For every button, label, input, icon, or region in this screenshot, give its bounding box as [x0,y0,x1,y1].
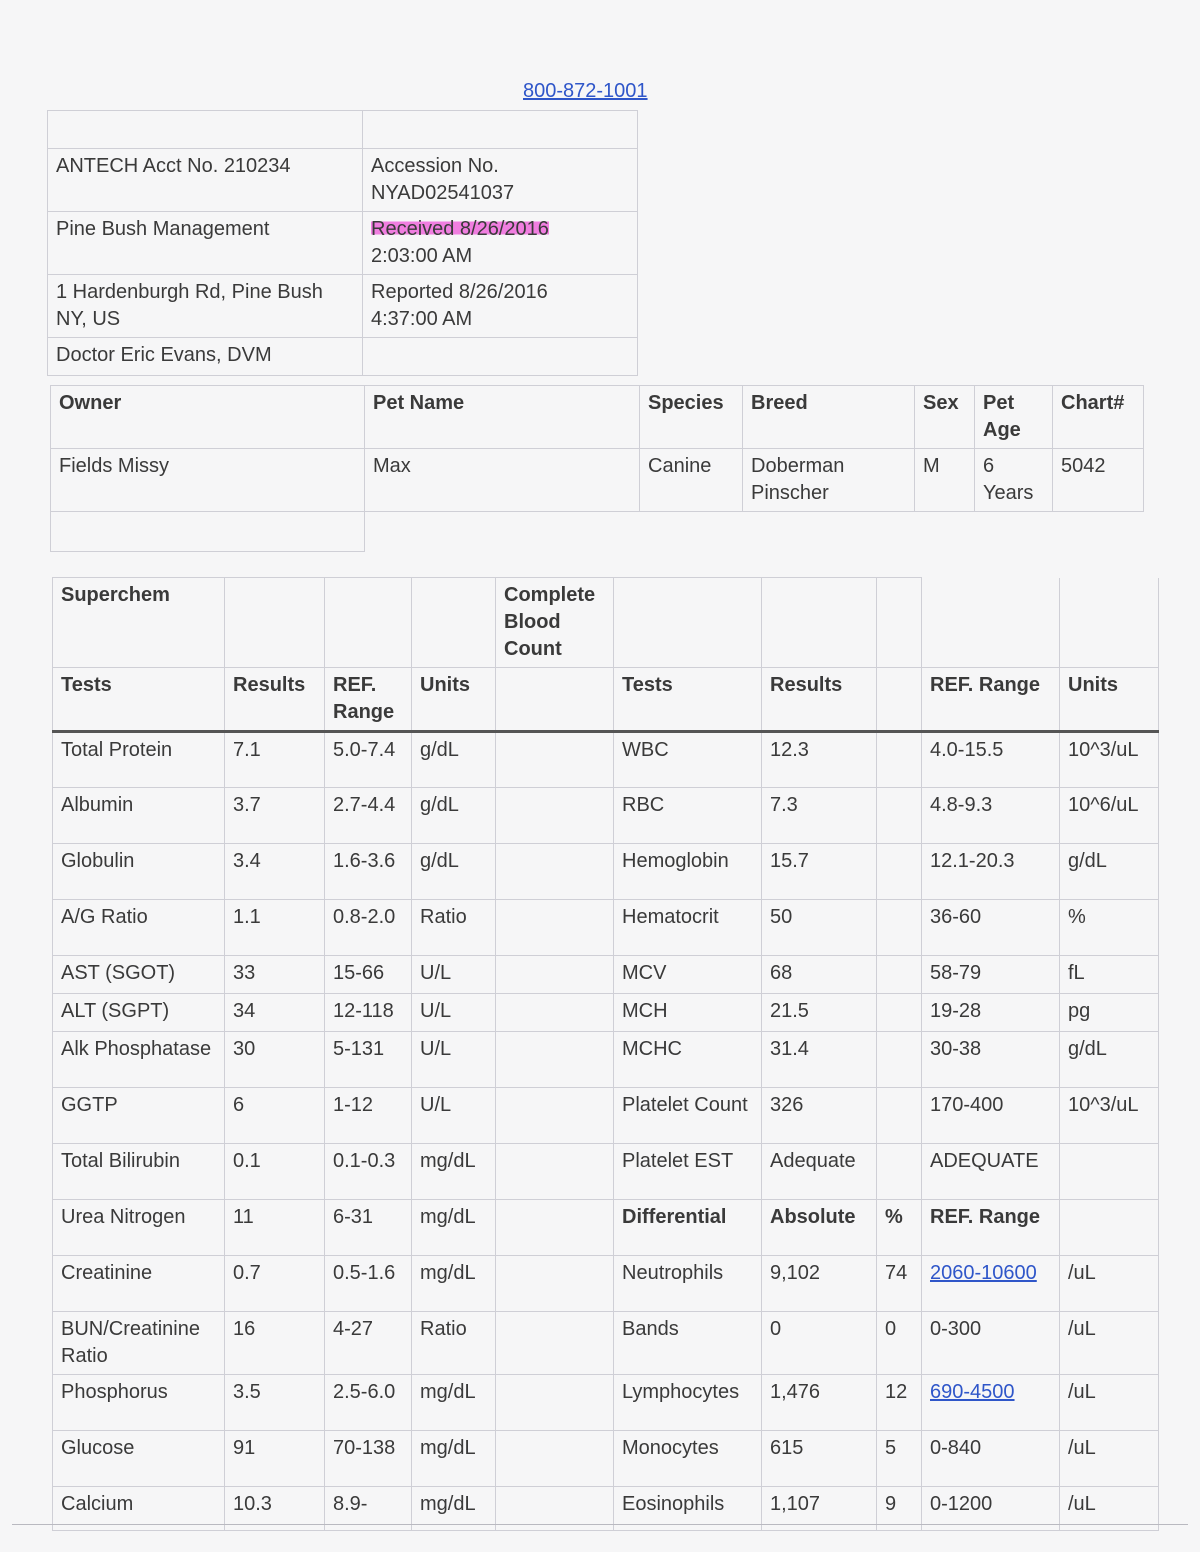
cbc-range: 170-400 [922,1088,1060,1144]
cbc-range: 36-60 [922,900,1060,956]
breed-label: Breed [743,386,915,449]
superchem-test: ALT (SGPT) [53,994,225,1032]
superchem-test: Globulin [53,844,225,900]
superchem-result: 33 [225,956,325,994]
cbc-range: 4.8-9.3 [922,788,1060,844]
differential-units: /uL [1060,1375,1159,1431]
page-bottom-divider [12,1524,1188,1525]
superchem-result: 1.1 [225,900,325,956]
superchem-range: 4-27 [325,1312,412,1375]
superchem-units: mg/dL [412,1487,496,1531]
differential-absolute: 615 [762,1431,877,1487]
cbc-result: 12.3 [762,732,877,788]
superchem-test: Urea Nitrogen [53,1200,225,1256]
superchem-header-tests: Tests [53,668,225,732]
superchem-test: AST (SGOT) [53,956,225,994]
age-value: 6 Years [975,449,1053,512]
differential-test: Monocytes [614,1431,762,1487]
superchem-test: A/G Ratio [53,900,225,956]
reference-range-link[interactable]: 2060-10600 [922,1256,1060,1312]
cbc-result: 326 [762,1088,877,1144]
reported-time: 4:37:00 AM [371,308,473,330]
phone-link[interactable]: 800-872-1001 [523,80,648,102]
pet-name-label: Pet Name [365,386,640,449]
cbc-range: 58-79 [922,956,1060,994]
superchem-header-results: Results [225,668,325,732]
differential-percent: 9 [877,1487,922,1531]
superchem-result: 91 [225,1431,325,1487]
differential-header-percent: % [877,1200,922,1256]
superchem-result: 3.5 [225,1375,325,1431]
cbc-range: 4.0-15.5 [922,732,1060,788]
differential-header-units [1060,1200,1159,1256]
doctor-name: Doctor Eric Evans, DVM [48,338,363,376]
cbc-range: ADEQUATE [922,1144,1060,1200]
superchem-test: GGTP [53,1088,225,1144]
cbc-range: 19-28 [922,994,1060,1032]
differential-header-test: Differential [614,1200,762,1256]
differential-units: /uL [1060,1431,1159,1487]
superchem-range: 70-138 [325,1431,412,1487]
superchem-result: 3.4 [225,844,325,900]
differential-test: Eosinophils [614,1487,762,1531]
differential-range: 0-840 [922,1431,1060,1487]
cbc-test: Platelet EST [614,1144,762,1200]
cbc-test: RBC [614,788,762,844]
cbc-test: MCV [614,956,762,994]
superchem-range: 15-66 [325,956,412,994]
superchem-range: 5-131 [325,1032,412,1088]
differential-percent: 74 [877,1256,922,1312]
accession-number: NYAD02541037 [371,182,515,204]
superchem-units: mg/dL [412,1144,496,1200]
table-row [53,1256,1159,1312]
differential-test: Lymphocytes [614,1375,762,1431]
cbc-result: 68 [762,956,877,994]
superchem-test: Alk Phosphatase [53,1032,225,1088]
cbc-units: pg [1060,994,1159,1032]
differential-percent: 0 [877,1312,922,1375]
superchem-units: mg/dL [412,1431,496,1487]
cbc-title: Complete Blood Count [496,578,614,668]
superchem-test: Glucose [53,1431,225,1487]
differential-absolute: 0 [762,1312,877,1375]
superchem-test: Total Protein [53,732,225,788]
superchem-range: 1.6-3.6 [325,844,412,900]
superchem-units: g/dL [412,732,496,788]
breed-value: Doberman Pinscher [743,449,915,512]
table-row [53,956,1159,994]
cbc-units: 10^6/uL [1060,788,1159,844]
superchem-header-range: REF. Range [325,668,412,732]
cbc-result: 31.4 [762,1032,877,1088]
superchem-result: 0.7 [225,1256,325,1312]
cbc-test: MCHC [614,1032,762,1088]
differential-range: 0-300 [922,1312,1060,1375]
cbc-result: 21.5 [762,994,877,1032]
address-line-1: 1 Hardenburgh Rd, Pine Bush [56,281,323,303]
chart-value: 5042 [1053,449,1144,512]
lab-results-table [52,577,1159,1531]
superchem-units: U/L [412,994,496,1032]
superchem-result: 30 [225,1032,325,1088]
superchem-units: U/L [412,1088,496,1144]
address-line-2: NY, US [56,308,121,330]
superchem-result: 3.7 [225,788,325,844]
cbc-result: 7.3 [762,788,877,844]
superchem-units: U/L [412,1032,496,1088]
superchem-test: Total Bilirubin [53,1144,225,1200]
cbc-range: 12.1-20.3 [922,844,1060,900]
table-row [53,1144,1159,1200]
table-row [53,1431,1159,1487]
species-value: Canine [640,449,743,512]
received-date: Received 8/26/2016 [371,218,549,240]
client-name: Pine Bush Management [48,212,363,275]
differential-absolute: 1,107 [762,1487,877,1531]
cbc-units: g/dL [1060,844,1159,900]
superchem-range: 1-12 [325,1088,412,1144]
differential-test: Bands [614,1312,762,1375]
superchem-result: 10.3 [225,1487,325,1531]
cbc-header-results: Results [762,668,877,732]
table-row [53,1375,1159,1431]
differential-units: /uL [1060,1256,1159,1312]
differential-percent: 12 [877,1375,922,1431]
table-row [53,1312,1159,1375]
superchem-units: Ratio [412,900,496,956]
superchem-test: Calcium [53,1487,225,1531]
superchem-range: 12-118 [325,994,412,1032]
account-info-table [47,110,638,376]
superchem-units: U/L [412,956,496,994]
table-row [53,1032,1159,1088]
differential-test: Neutrophils [614,1256,762,1312]
cbc-units: g/dL [1060,1032,1159,1088]
cbc-result: 50 [762,900,877,956]
superchem-range: 5.0-7.4 [325,732,412,788]
superchem-result: 0.1 [225,1144,325,1200]
table-row [53,1088,1159,1144]
superchem-test: BUN/Creatinine Ratio [53,1312,225,1375]
table-row [53,788,1159,844]
cbc-result: Adequate [762,1144,877,1200]
differential-absolute: 9,102 [762,1256,877,1312]
sex-label: Sex [915,386,975,449]
cbc-header-range: REF. Range [922,668,1060,732]
superchem-test: Albumin [53,788,225,844]
superchem-units: mg/dL [412,1256,496,1312]
superchem-range: 8.9- [325,1487,412,1531]
superchem-title: Superchem [53,578,225,668]
cbc-result: 15.7 [762,844,877,900]
cbc-test: MCH [614,994,762,1032]
reported-date: Reported 8/26/2016 [371,281,548,303]
superchem-units: g/dL [412,844,496,900]
differential-percent: 5 [877,1431,922,1487]
received-time: 2:03:00 AM [371,245,473,267]
cbc-test: Platelet Count [614,1088,762,1144]
superchem-range: 0.1-0.3 [325,1144,412,1200]
account-number: ANTECH Acct No. 210234 [48,149,363,212]
superchem-test: Phosphorus [53,1375,225,1431]
superchem-result: 6 [225,1088,325,1144]
superchem-range: 2.5-6.0 [325,1375,412,1431]
superchem-result: 16 [225,1312,325,1375]
differential-absolute: 1,476 [762,1375,877,1431]
superchem-range: 0.8-2.0 [325,900,412,956]
superchem-units: mg/dL [412,1375,496,1431]
cbc-test: Hematocrit [614,900,762,956]
reference-range-link[interactable]: 690-4500 [922,1375,1060,1431]
cbc-test: WBC [614,732,762,788]
cbc-header-tests: Tests [614,668,762,732]
superchem-result: 34 [225,994,325,1032]
table-row [53,994,1159,1032]
cbc-units: fL [1060,956,1159,994]
superchem-range: 0.5-1.6 [325,1256,412,1312]
owner-label: Owner [51,386,365,449]
superchem-units: mg/dL [412,1200,496,1256]
cbc-units: % [1060,900,1159,956]
cbc-units: 10^3/uL [1060,732,1159,788]
differential-header-absolute: Absolute [762,1200,877,1256]
cbc-header-units: Units [1060,668,1159,732]
superchem-units: Ratio [412,1312,496,1375]
cbc-test: Hemoglobin [614,844,762,900]
superchem-result: 11 [225,1200,325,1256]
differential-units: /uL [1060,1487,1159,1531]
table-row [53,900,1159,956]
superchem-header-units: Units [412,668,496,732]
owner-value: Fields Missy [51,449,365,512]
cbc-units: 10^3/uL [1060,1088,1159,1144]
superchem-range: 6-31 [325,1200,412,1256]
chart-label: Chart# [1053,386,1144,449]
age-label: Pet Age [975,386,1053,449]
table-row [53,1200,1159,1256]
pet-name-value: Max [365,449,640,512]
patient-info-table [50,385,1144,552]
cbc-range: 30-38 [922,1032,1060,1088]
species-label: Species [640,386,743,449]
superchem-result: 7.1 [225,732,325,788]
table-row [53,844,1159,900]
superchem-range: 2.7-4.4 [325,788,412,844]
cbc-units [1060,1144,1159,1200]
superchem-units: g/dL [412,788,496,844]
sex-value: M [915,449,975,512]
differential-header-range: REF. Range [922,1200,1060,1256]
differential-range: 0-1200 [922,1487,1060,1531]
accession-label: Accession No. [371,155,499,177]
superchem-test: Creatinine [53,1256,225,1312]
table-row [53,732,1159,788]
differential-units: /uL [1060,1312,1159,1375]
